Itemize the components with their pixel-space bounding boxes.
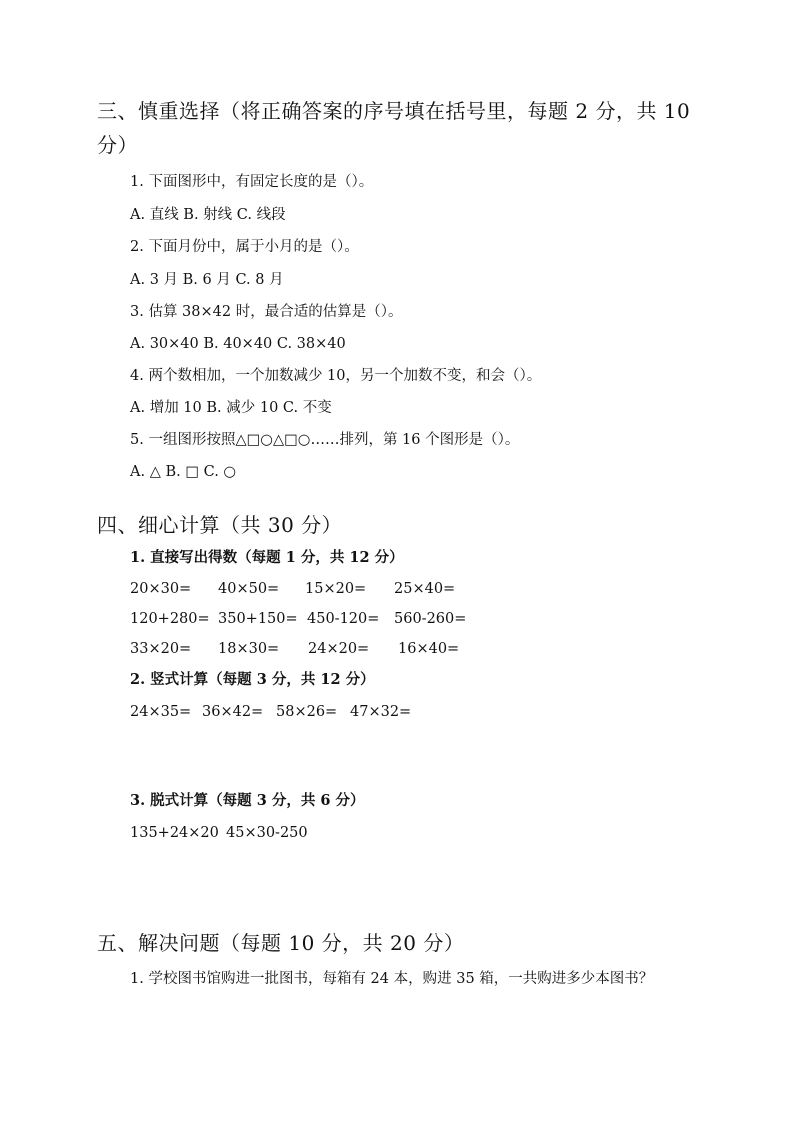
section-3-title: 三、慎重选择（将正确答案的序号填在括号里，每题 2 分，共 10 分） <box>97 99 691 157</box>
question-4: 4. 两个数相加，一个加数减少 10，另一个加数不变，和会（）。 <box>130 368 542 384</box>
calc-item: 47×32= <box>350 704 412 720</box>
calc-item: 40×50= <box>218 581 280 597</box>
question-3-options: A. 30×40 B. 40×40 C. 38×40 <box>130 336 346 352</box>
section-5-title: 五、解决问题（每题 10 分，共 20 分） <box>97 931 465 955</box>
calc-item: 45×30-250 <box>226 825 308 841</box>
question-2-options: A. 3 月 B. 6 月 C. 8 月 <box>130 272 284 288</box>
calc-item: 20×30= <box>130 581 192 597</box>
calc-item: 120+280= <box>130 611 210 627</box>
calc-item: 450-120= <box>307 611 380 627</box>
part-1-heading: 1. 直接写出得数（每题 1 分，共 12 分） <box>130 549 404 566</box>
question-3: 3. 估算 38×42 时，最合适的估算是（）。 <box>130 304 403 320</box>
calc-item: 16×40= <box>398 641 460 657</box>
calc-item: 18×30= <box>218 641 280 657</box>
calc-item: 560-260= <box>394 611 467 627</box>
calc-item: 135+24×20 <box>130 825 219 841</box>
calc-item: 25×40= <box>394 581 456 597</box>
calc-item: 15×20= <box>305 581 367 597</box>
part-3-heading: 3. 脱式计算（每题 3 分，共 6 分） <box>130 792 365 809</box>
calc-item: 24×35= <box>130 704 192 720</box>
calc-item: 58×26= <box>276 704 338 720</box>
question-1: 1. 下面图形中，有固定长度的是（）。 <box>130 174 374 190</box>
calc-item: 350+150= <box>218 611 298 627</box>
part-2-heading: 2. 竖式计算（每题 3 分，共 12 分） <box>130 671 375 688</box>
question-4-options: A. 增加 10 B. 减少 10 C. 不变 <box>130 400 332 416</box>
question-5: 5. 一组图形按照△□○△□○……排列，第 16 个图形是（）。 <box>130 432 520 448</box>
problem-1: 1. 学校图书馆购进一批图书，每箱有 24 本，购进 35 箱，一共购进多少本图书？ <box>130 971 654 987</box>
question-1-options: A. 直线 B. 射线 C. 线段 <box>130 207 286 223</box>
question-5-options: A. △ B. □ C. ○ <box>130 464 237 480</box>
section-4-title: 四、细心计算（共 30 分） <box>97 513 343 537</box>
question-2: 2. 下面月份中，属于小月的是（）。 <box>130 239 359 255</box>
calc-item: 36×42= <box>202 704 264 720</box>
calc-item: 33×20= <box>130 641 192 657</box>
calc-item: 24×20= <box>308 641 370 657</box>
